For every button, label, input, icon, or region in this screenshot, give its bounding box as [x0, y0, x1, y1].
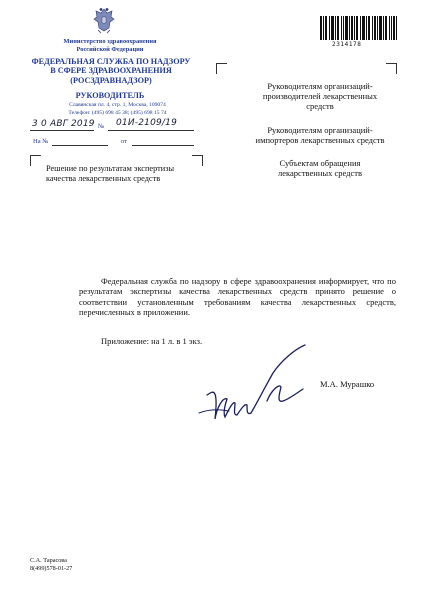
addressee-corner-right — [386, 63, 397, 74]
addressee-line: средств — [306, 101, 334, 111]
addressee-line: Руководителям организаций- — [267, 81, 373, 91]
ministry-line-1: Министерство здравоохранения — [63, 38, 157, 45]
addressee-line: лекарственных средств — [278, 168, 362, 178]
ministry-name — [30, 38, 190, 53]
addressee-manufacturers — [244, 81, 396, 111]
barcode-number: 2314178 — [332, 41, 362, 48]
agency-line-2: В СФЕРЕ ЗДРАВООХРАНЕНИЯ — [50, 66, 172, 76]
addressee-line: Руководителям организаций- — [267, 125, 373, 135]
addressee-line: импортеров лекарственных средств — [255, 135, 385, 145]
phone-line: Телефон: (495) 698 45 38; (495) 698 15 74 — [68, 109, 167, 116]
addressee-subjects — [244, 158, 396, 178]
barcode-icon — [320, 16, 397, 40]
address-block — [30, 102, 205, 117]
handwritten-signature — [195, 343, 307, 427]
addressee-corner-left — [216, 63, 227, 74]
agency-line-1: ФЕДЕРАЛЬНАЯ СЛУЖБА ПО НАДЗОРУ — [31, 57, 191, 66]
coat-of-arms-icon — [92, 6, 116, 34]
addressee-importers — [244, 125, 396, 145]
ref-from-underline — [132, 145, 194, 146]
number-label: № — [98, 123, 105, 130]
executor-name: С.А. Тарасова — [30, 557, 67, 564]
subject-corner-left — [30, 155, 41, 166]
addressee-line: Субъектам обращения — [279, 158, 361, 168]
subject-line-2: качества лекарственных средств — [46, 174, 161, 183]
executor-block — [30, 557, 72, 573]
number-underline — [108, 130, 194, 131]
agency-line-3: (РОСЗДРАВНАДЗОР) — [70, 75, 152, 85]
ref-underline — [52, 145, 108, 146]
date-underline — [30, 130, 94, 131]
ministry-line-2: Российской Федерации — [76, 45, 144, 53]
subject — [46, 164, 191, 184]
date-stamp: 3 0 АВГ 2019 — [32, 119, 95, 129]
signer-name: М.А. Мурашко — [320, 379, 375, 389]
body-paragraph: Федеральная служба по надзору в сфере здравоохранения информирует, что по результатам экспертизы качества лекарственных средств принято решение о соответствии установленным требованиям качества лекарственных средств, перечисленных в приложении. — [79, 276, 396, 318]
address-line: Славянская пл. 4, стр. 1, Москва, 109074 — [69, 102, 166, 108]
executor-phone: 8(499)578-01-27 — [30, 564, 73, 572]
agency-name — [22, 57, 200, 85]
attachment-line: Приложение: на 1 л. в 1 экз. — [101, 336, 203, 346]
subject-line-1: Решение по результатам экспертизы — [46, 164, 175, 173]
ref-from-label: от — [121, 138, 128, 145]
ref-label: На № — [33, 138, 49, 145]
addressee-line: производителей лекарственных — [262, 91, 378, 101]
subject-corner-right — [192, 155, 203, 166]
position-title: РУКОВОДИТЕЛЬ — [75, 91, 145, 100]
number-value: 01И-2109/19 — [116, 118, 178, 128]
